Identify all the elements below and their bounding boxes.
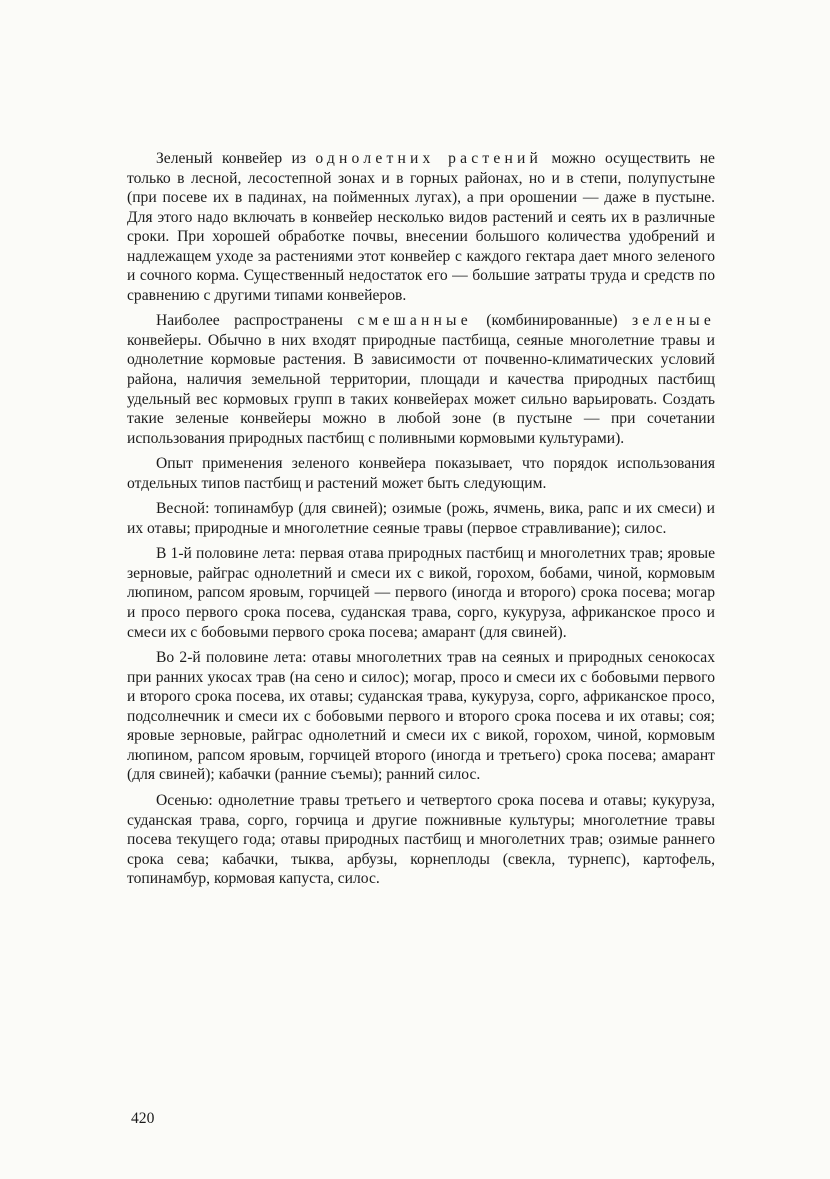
page-number: 420	[131, 1110, 155, 1127]
paragraph-late-summer: Во 2-й половине лета: отавы многолетних трав на сеяных и природных сенокосах при ранних укосах трав (на сено и силос); могар, просо и смеси их с бобовыми первого и второго срока посева, их отавы; суданская трава, кукуруза, сорго, африканское просо, подсолнечник и смеси их с бобовыми первого и второго срока посева и их отавы; соя; яровые зерновые, райграс однолетний и смеси их с викой, горохом, чиной, кормовым люпином, рапсом яровым, горчицей второго (иногда и третьего) срока посева; амарант (для свиней); кабачки (ранние съемы); ранний силос.	[127, 649, 715, 784]
paragraph-early-summer: В 1-й половине лета: первая отава природных пастбищ и многолетних трав; яровые зерновые, райграс однолетний и смеси их с викой, горохом, бобами, чиной, кормовым люпином, рапсом яровым, горчицей — первого (иногда и второго) срока посева; могар и просо первого срока посева, суданская трава, сорго, кукуруза, африканское просо и смеси их с бобовыми первого срока посева; амарант (для свиней).	[127, 545, 715, 641]
paragraph-experience: Опыт применения зеленого конвейера показывает, что порядок использования отдельных типов пастбищ и растений может быть следующим.	[127, 455, 715, 492]
paragraph-text: Наиболее распространены	[156, 312, 358, 330]
paragraph-annual-conveyor	[127, 149, 715, 305]
paragraph-autumn: Осенью: однолетние травы третьего и четвертого срока посева и отавы; кукуруза, суданская трава, сорго, горчица и другие пожнивные культуры; многолетние травы посева текущего года; отавы природных пастбищ и многолетних трав; озимые раннего срока сева; кабачки, тыква, арбузы, корнеплоды (свекла, турнепс), картофель, топинамбур, кормовая капуста, силос.	[127, 791, 715, 888]
body-text	[127, 149, 715, 895]
paragraph-text: Зеленый конвейер из	[156, 150, 316, 167]
emphasized-term: однолетних растений	[315, 150, 543, 167]
paragraph-spring: Весной: топинамбур (для свиней); озимые (рожь, ячмень, вика, рапс и их смеси) и их отавы; природные и многолетние сеяные травы (первое стравливание); силос.	[127, 500, 715, 537]
emphasized-term: смешанные	[357, 312, 472, 330]
paragraph-text: (комбинированные)	[471, 312, 633, 330]
paragraph-text: конвейеры. Обычно в них входят природные пастбища, сеяные многолетние травы и однолетние кормовые растения. В зависимости от почвенно-климатических условий района, наличия земельной территории, площади и качества природных пастбищ удельный вес кормовых групп в таких конвейерах может сильно варьировать. Создать такие зеленые конвейеры можно в любой зоне (в пустыне — при сочетании использования природных пастбищ с поливными кормовыми культурами).	[127, 331, 715, 447]
emphasized-term: зеленые	[632, 312, 715, 330]
paragraph-mixed-conveyor	[127, 311, 715, 448]
paragraph-text: можно осуществить не только в лесной, лесостепной зонах и в горных районах, но и в степи, полупустыне (при посеве их в падинах, на пойменных лугах), а при орошении — даже в пустыне. Для этого надо включать в конвейер несколько видов растений и сеять их в различные сроки. При хорошей обработке почвы, внесении большого количества удобрений и надлежащем уходе за растениями этот конвейер с каждого гектара дает много зеленого и сочного корма. Существенный недостаток его — большие затраты труда и средств по сравнению с другими типами конвейеров.	[127, 150, 715, 304]
